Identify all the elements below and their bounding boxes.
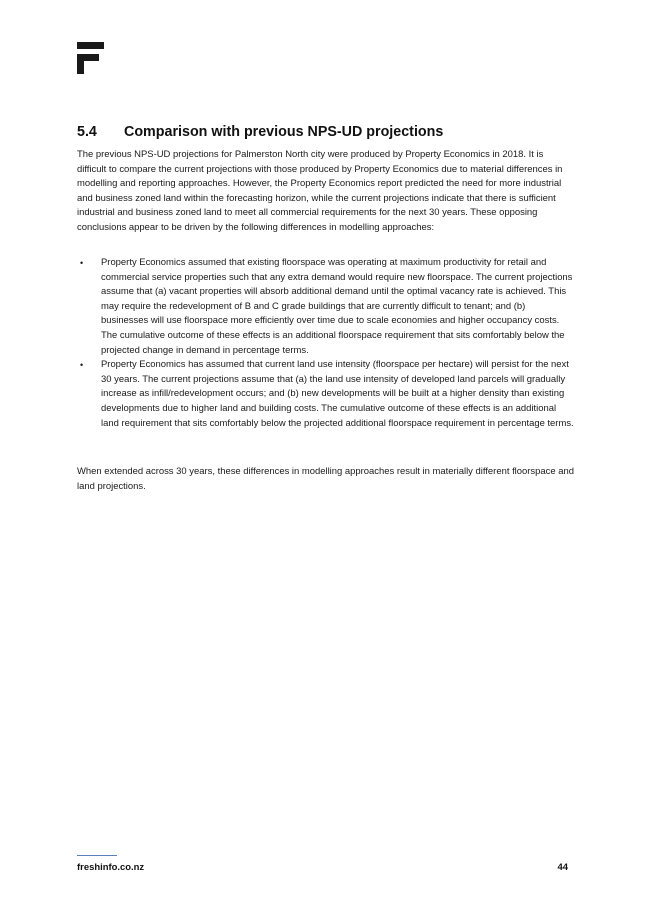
closing-paragraph: When extended across 30 years, these differences in modelling approaches result in materially different floorspace and land projections. — [77, 466, 574, 492]
bullet-item — [77, 256, 575, 358]
footer-website-link[interactable]: freshinfo.co.nz — [77, 862, 145, 873]
fresh-f-logo-icon — [77, 42, 104, 74]
section-number: 5.4 — [77, 124, 97, 140]
bullet-icon: • — [80, 258, 84, 268]
bullet-item — [77, 358, 575, 431]
page-number: 44 — [557, 862, 568, 873]
intro-paragraph: The previous NPS-UD projections for Palmerston North city were produced by Property Economics in 2018. It is difficult to compare the current projections with those produced by Property Economics due to material differences in modelling and reporting approaches. However, the Property Economics report predicted the need for more industrial and business zoned land within the forecasting horizon, while the current projections indicate that there is sufficient industrial and business zoned land to meet all commercial requirements for the next 30 years. These opposing conclusions appear to be driven by the following differences in modelling approaches: — [77, 149, 563, 233]
bullet-text: Property Economics has assumed that current land use intensity (floorspace per hectare) will persist for the next 30 years. The current projections assume that (a) the land use intensity of developed land parcels will gradually increase as infill/redevelopment occurs; and (b) new developments will be built at a higher density than existing developments due to higher land and building costs. The cumulative outcome of these effects is an additional land requirement that sits comfortably below the projected additional floorspace requirement in percentage terms. — [101, 359, 574, 429]
footer-divider — [77, 855, 117, 856]
bullet-text: Property Economics assumed that existing floorspace was operating at maximum productivity for retail and commercial service properties such that any extra demand would require new floorspace. The current projections assume that (a) vacant properties will absorb additional demand until the optimal vacancy rate is achieved. This may require the redevelopment of B and C grade buildings that are currently difficult to tenant; and (b) businesses will use floorspace more efficiently over time due to scale economies and higher occupancy costs. The cumulative outcome of these effects is an additional floorspace requirement that sits comfortably below the projected change in demand in percentage terms. — [101, 257, 573, 356]
bullet-list — [77, 256, 575, 431]
section-title: Comparison with previous NPS-UD projections — [124, 124, 444, 140]
bullet-icon: • — [80, 360, 84, 371]
section-heading — [77, 124, 577, 140]
